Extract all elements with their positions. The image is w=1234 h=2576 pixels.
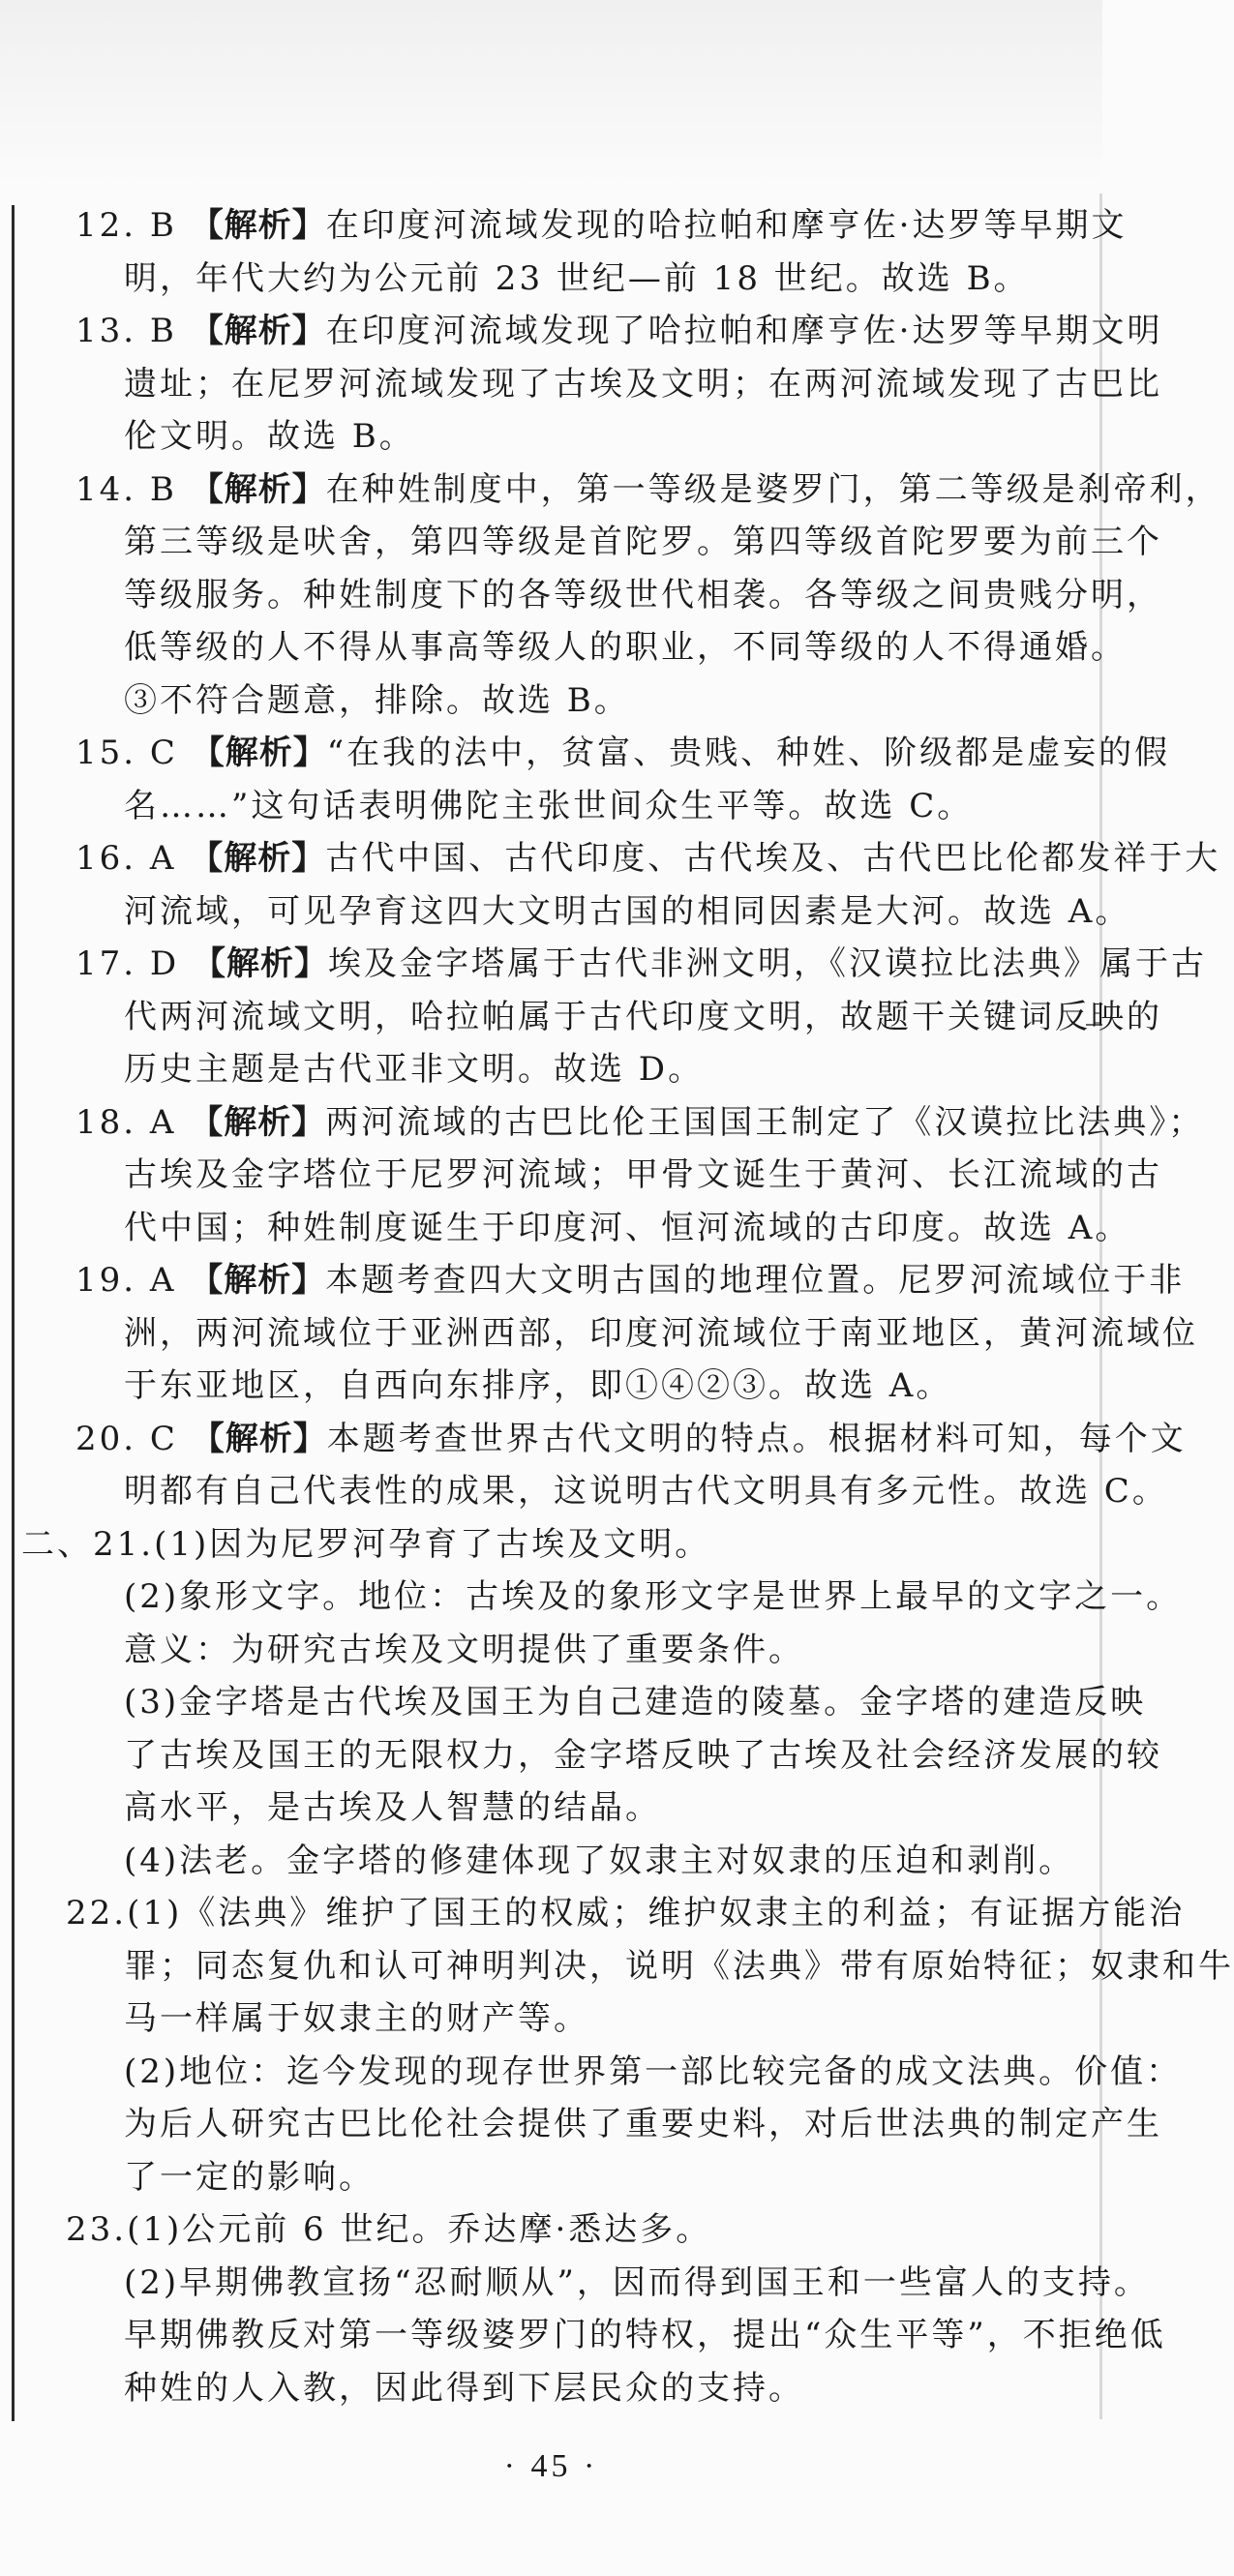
q18-number: 18. A: [75, 1102, 177, 1142]
q22-line-5: [0, 2098, 1162, 2151]
q19-line-2: [0, 1307, 1198, 1361]
q13-text-2: 遗址；在尼罗河流域发现了古埃及文明；在两河流域发现了古巴比: [124, 364, 1162, 404]
q23-text-3: 早期佛教反对第一等级婆罗门的特权，提出“众生平等”，不拒绝低: [124, 2316, 1166, 2354]
q13-number: 13. B: [75, 312, 177, 350]
q17-analysis-tag: 【解析】: [192, 944, 328, 983]
q21-line-7: [0, 1835, 1102, 1888]
q22-text-6: 了一定的影响。: [124, 2157, 375, 2197]
q22-line-3: [0, 1992, 1102, 2046]
q17-number: 17. D: [75, 944, 180, 983]
q14-line-4: [0, 621, 1127, 674]
q17-text-1: 埃及金字塔属于古代非洲文明，《汉谟拉比法典》属于古: [327, 944, 1207, 983]
q19-text-3: 于东亚地区，自西向东排序，即①④②③。故选 A。: [124, 1366, 952, 1405]
q18-text-1: 两河流域的古巴比伦王国国王制定了《汉谟拉比法典》；: [325, 1102, 1205, 1142]
q12-text-1: 在印度河流域发现的哈拉帕和摩亨佐·达罗等早期文: [325, 206, 1128, 245]
section-two-prefix: 二、: [21, 1524, 93, 1564]
q12-line-2: [0, 253, 1102, 306]
q21-text-3: 意义：为研究古埃及文明提供了重要条件。: [124, 1630, 804, 1669]
q13-line-3: [0, 410, 1102, 464]
page-number: · 45 ·: [503, 2448, 599, 2484]
q12-number: 12. B: [75, 206, 177, 245]
q23-line-4: [0, 2362, 1102, 2415]
q17-text-3: 历史主题是古代亚非文明。故选 D。: [124, 1050, 705, 1089]
q22-text-4: (2)地位：迄今发现的现存世界第一部比较完备的成文法典。价值：: [124, 2052, 1183, 2091]
q19-analysis-tag: 【解析】: [190, 1261, 326, 1300]
q22-text-3: 马一样属于奴隶主的财产等。: [124, 1999, 589, 2038]
q23-line-1: [0, 2203, 1102, 2257]
q19-number: 19. A: [75, 1261, 177, 1300]
q14-analysis-tag: 【解析】: [190, 469, 326, 509]
q21-line-5: [0, 1729, 1162, 1782]
q22-line-1: [0, 1887, 1186, 1940]
q15-analysis-tag: 【解析】: [191, 734, 327, 772]
q14-text-3: 等级服务。种姓制度下的各等级世代相袭。各等级之间贵贱分明，: [124, 575, 1162, 614]
q19-line-3: [0, 1360, 1102, 1413]
q12-text-2: 明，年代大约为公元前 23 世纪—前 18 世纪。故选 B。: [124, 258, 1030, 298]
q19-text-2: 洲，两河流域位于亚洲西部，印度河流域位于南亚地区，黄河流域位: [124, 1313, 1198, 1353]
q21-line-4: [0, 1676, 1147, 1729]
q23-text-1: (1)公元前 6 世纪。乔达摩·悉达多。: [127, 2210, 712, 2249]
q15-line-1: [0, 727, 1171, 780]
q23-number: 23.: [66, 2210, 128, 2249]
q20-text-2: 明都有自己代表性的成果，这说明古代文明具有多元性。故选 C。: [124, 1472, 1168, 1511]
q19-line-1: [0, 1254, 1186, 1307]
q23-line-2: [0, 2257, 1150, 2310]
q14-text-1: 在种姓制度中，第一等级是婆罗门，第二等级是刹帝利，: [325, 469, 1221, 509]
q21-text-7: (4)法老。金字塔的修建体现了奴隶主对奴隶的压迫和剥削。: [124, 1841, 1075, 1880]
q13-text-1: 在印度河流域发现了哈拉帕和摩亨佐·达罗等早期文明: [325, 312, 1163, 350]
q21-number: 21.: [93, 1524, 155, 1564]
q21-text-5: 了古埃及国王的无限权力，金字塔反映了古埃及社会经济发展的较: [124, 1735, 1162, 1775]
q15-text-1: “在我的法中，贫富、贵贱、种姓、阶级都是虚妄的假: [326, 734, 1171, 772]
q22-line-6: [0, 2151, 1102, 2204]
q16-number: 16. A: [75, 839, 177, 878]
q14-line-3: [0, 569, 1162, 622]
q14-number: 14. B: [75, 469, 177, 509]
q16-line-2: [0, 885, 1131, 939]
q22-text-2: 罪；同态复仇和认可神明判决，说明《法典》带有原始特征；奴隶和牛: [124, 1946, 1234, 1986]
q16-text-1: 古代中国、古代印度、古代埃及、古代巴比伦都发祥于大: [325, 839, 1221, 878]
q14-line-5: [0, 674, 1102, 728]
q14-line-1: [0, 464, 1221, 517]
q14-text-2: 第三等级是吠舍，第四等级是首陀罗。第四等级首陀罗要为前三个: [124, 523, 1162, 561]
q17-line-2: [0, 991, 1162, 1044]
q21-line-3: [0, 1624, 1102, 1677]
q15-number: 15. C: [75, 734, 178, 772]
q23-line-3: [0, 2309, 1166, 2362]
q21-line-6: [0, 1782, 1102, 1835]
q15-line-2: [0, 780, 1102, 833]
q20-number: 20. C: [75, 1419, 178, 1458]
q23-text-2: (2)早期佛教宣扬“忍耐顺从”，因而得到国王和一些富人的支持。: [124, 2262, 1150, 2302]
q21-text-6: 高水平，是古埃及人智慧的结晶。: [124, 1788, 661, 1827]
q17-line-3: [0, 1043, 1102, 1096]
q21-text-4: (3)金字塔是古代埃及国王为自己建造的陵墓。金字塔的建造反映: [124, 1683, 1147, 1722]
q13-line-2: [0, 358, 1162, 411]
q14-text-5: ③不符合题意，排除。故选 B。: [124, 680, 630, 720]
q14-text-4: 低等级的人不得从事高等级人的职业，不同等级的人不得通婚。: [124, 628, 1127, 667]
top-margin: [0, 0, 1102, 184]
q18-line-2: [0, 1149, 1162, 1202]
q18-text-2: 古埃及金字塔位于尼罗河流域；甲骨文诞生于黄河、长江流域的古: [124, 1155, 1162, 1194]
q22-number: 22.: [66, 1894, 128, 1932]
q16-line-1: [0, 832, 1221, 885]
q19-text-1: 本题考查四大文明古国的地理位置。尼罗河流域位于非: [325, 1261, 1186, 1300]
q20-text-1: 本题考查世界古代文明的特点。根据材料可知，每个文: [326, 1419, 1187, 1458]
q21-text-1: (1)因为尼罗河孕育了古埃及文明。: [154, 1524, 711, 1564]
q12-analysis-tag: 【解析】: [190, 206, 326, 245]
q17-text-2: 代两河流域文明，哈拉帕属于古代印度文明，故题干关键词反映的: [124, 997, 1162, 1036]
q12-line-1: [0, 199, 1128, 253]
q21-line-1: [0, 1518, 1102, 1572]
q18-analysis-tag: 【解析】: [190, 1102, 326, 1142]
q22-line-4: [0, 2046, 1183, 2099]
answer-content: [0, 199, 1234, 2414]
q17-line-1: [0, 938, 1207, 991]
q22-text-1: (1)《法典》维护了国王的权威；维护奴隶主的利益；有证据方能治: [127, 1894, 1186, 1932]
q20-line-2: [0, 1465, 1168, 1518]
q18-line-3: [0, 1202, 1131, 1255]
q20-analysis-tag: 【解析】: [191, 1419, 327, 1458]
q15-text-2: 名……”这句话表明佛陀主张世间众生平等。故选 C。: [124, 786, 974, 825]
q14-line-2: [0, 516, 1162, 569]
q13-line-1: [0, 305, 1163, 358]
q13-analysis-tag: 【解析】: [190, 312, 326, 350]
q23-text-4: 种姓的人入教，因此得到下层民众的支持。: [124, 2368, 804, 2408]
q22-line-2: [0, 1940, 1234, 1993]
q20-line-1: [0, 1413, 1187, 1466]
q21-text-2: (2)象形文字。地位：古埃及的象形文字是世界上最早的文字之一。: [124, 1577, 1183, 1616]
q18-line-1: [0, 1096, 1205, 1150]
q16-analysis-tag: 【解析】: [190, 839, 326, 878]
q18-text-3: 代中国；种姓制度诞生于印度河、恒河流域的古印度。故选 A。: [124, 1208, 1131, 1247]
q16-text-2: 河流域，可见孕育这四大文明古国的相同因素是大河。故选 A。: [124, 891, 1131, 931]
q13-text-3: 伦文明。故选 B。: [124, 417, 415, 456]
q22-text-5: 为后人研究古巴比伦社会提供了重要史料，对后世法典的制定产生: [124, 2105, 1162, 2143]
q21-line-2: [0, 1571, 1183, 1624]
